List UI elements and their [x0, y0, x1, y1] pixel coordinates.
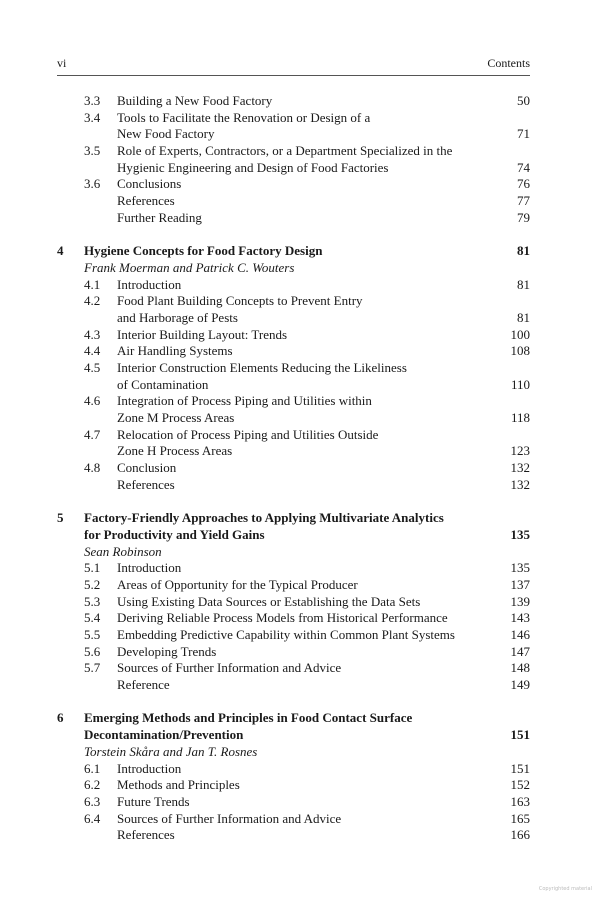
section-title: and Harborage of Pests — [117, 309, 238, 325]
section-title: Using Existing Data Sources or Establishing the Data Sets — [117, 593, 421, 609]
section-number: 3.3 — [84, 93, 101, 108]
toc-entry-line — [57, 293, 530, 310]
chapter-heading-line — [57, 510, 530, 527]
section-title: Reference — [117, 677, 170, 693]
section-title: Conclusion — [117, 460, 177, 476]
section-number: 3.4 — [84, 109, 101, 125]
section-number: 6.2 — [84, 777, 101, 793]
section-number: 4.6 — [84, 393, 101, 409]
toc-entry-line — [57, 110, 530, 127]
section-title: Introduction — [117, 276, 182, 292]
page-number: 146 — [510, 627, 530, 642]
toc-entry-line — [57, 560, 530, 577]
toc-entry-line — [57, 594, 530, 611]
page-number: 123 — [510, 443, 530, 459]
section-title: Conclusions — [117, 176, 182, 192]
page-number: 166 — [510, 827, 530, 843]
chapter-title: Factory-Friendly Approaches to Applying Multivariate Analytics — [84, 510, 444, 526]
page-number: 110 — [510, 376, 530, 392]
chapter-number: 6 — [57, 710, 64, 726]
section-number: 5.2 — [84, 576, 101, 592]
section-number: 5.4 — [84, 610, 101, 626]
chapter-title: for Productivity and Yield Gains — [84, 526, 265, 542]
chapter-title: Emerging Methods and Principles in Food Contact Surface — [84, 710, 413, 726]
section-title: Sources of Further Information and Advice — [117, 810, 342, 826]
section-title: References — [117, 193, 175, 209]
toc-entry-line — [57, 343, 530, 360]
section-number: 4.7 — [84, 426, 101, 442]
section-title: Building a New Food Factory — [117, 93, 273, 108]
section-number: 4.2 — [84, 293, 101, 309]
toc-entry-line — [57, 126, 530, 143]
page-number: 147 — [510, 643, 530, 659]
section-title: Integration of Process Piping and Utilities within — [117, 393, 372, 409]
page-number: 132 — [510, 460, 530, 476]
chapter-heading-line — [57, 727, 530, 744]
toc-entry-line — [57, 93, 530, 110]
section-title: Role of Experts, Contractors, or a Department Specialized in the — [117, 143, 453, 159]
section-title: Tools to Facilitate the Renovation or Design of a — [117, 109, 371, 125]
chapter-authors: Sean Robinson — [84, 543, 162, 559]
page-number: 149 — [510, 677, 530, 693]
chapter-heading-line — [57, 710, 530, 727]
toc-entry-line — [57, 660, 530, 677]
section-number: 4.8 — [84, 460, 101, 476]
chapter-authors-line — [57, 544, 530, 561]
page-number: 151 — [510, 760, 530, 776]
section-title: Air Handling Systems — [117, 343, 233, 359]
toc-entry-line — [57, 310, 530, 327]
toc-entry-line — [57, 811, 530, 828]
section-title: New Food Factory — [117, 126, 215, 142]
section-title: Deriving Reliable Process Models from Historical Performance — [117, 610, 448, 626]
chapter-number: 5 — [57, 510, 64, 526]
toc-entry-line — [57, 477, 530, 494]
chapter-authors: Frank Moerman and Patrick C. Wouters — [84, 259, 295, 275]
toc-entry-line — [57, 360, 530, 377]
section-number: 4.4 — [84, 343, 101, 359]
toc-entry-line — [57, 677, 530, 694]
chapter-heading-line — [57, 527, 530, 544]
page-number: 79 — [517, 209, 530, 225]
copyright-watermark: Copyrighted material — [538, 886, 592, 892]
toc-entry-line — [57, 393, 530, 410]
page-number: 77 — [517, 193, 530, 209]
toc-entry-line — [57, 827, 530, 844]
toc-entry-line — [57, 410, 530, 427]
toc-entry-line — [57, 577, 530, 594]
chapter-number: 4 — [57, 243, 64, 259]
chapter-authors-line — [57, 744, 530, 761]
chapter-authors-line — [57, 260, 530, 277]
section-title: Methods and Principles — [117, 777, 240, 793]
page-number: 74 — [517, 159, 530, 175]
section-title: of Contamination — [117, 376, 209, 392]
section-number: 5.6 — [84, 643, 101, 659]
section-title: Interior Construction Elements Reducing the Likeliness — [117, 360, 407, 375]
section-title: Zone M Process Areas — [117, 410, 235, 426]
page-number: 148 — [510, 660, 530, 676]
page-number: 100 — [510, 326, 530, 342]
toc-entry-line — [57, 143, 530, 160]
section-title: Areas of Opportunity for the Typical Producer — [117, 576, 358, 592]
chapter-authors: Torstein Skåra and Jan T. Rosnes — [84, 743, 258, 759]
chapter-title: Decontamination/Prevention — [84, 727, 244, 743]
section-title: Zone H Process Areas — [117, 443, 233, 459]
chapter-page: 81 — [517, 243, 530, 259]
section-number: 4.5 — [84, 360, 101, 375]
toc-entry-line — [57, 761, 530, 778]
page-number: 81 — [517, 309, 530, 325]
toc-entry-line — [57, 277, 530, 294]
page-number: 50 — [517, 93, 530, 108]
toc-entry-line — [57, 460, 530, 477]
chapter-title: Hygiene Concepts for Food Factory Design — [84, 243, 323, 259]
section-number: 6.1 — [84, 760, 101, 776]
toc-entry-line — [57, 160, 530, 177]
toc-entry-line — [57, 627, 530, 644]
page-number: 118 — [510, 410, 530, 426]
section-title: References — [117, 827, 175, 843]
section-number: 3.5 — [84, 143, 101, 159]
chapter-page: 151 — [510, 727, 530, 743]
toc-entry-line — [57, 427, 530, 444]
section-title: Embedding Predictive Capability within Common Plant Systems — [117, 627, 455, 642]
toc-entry-line — [57, 794, 530, 811]
toc-entry-line — [57, 644, 530, 661]
page-number: 135 — [510, 560, 530, 576]
running-header — [57, 56, 530, 72]
page-number: 108 — [510, 343, 530, 359]
toc-entry-line — [57, 377, 530, 394]
page-number: 76 — [517, 176, 530, 192]
page-number: vi — [57, 56, 67, 70]
section-title: References — [117, 476, 175, 492]
chapter-heading-line — [57, 243, 530, 260]
section-title: Developing Trends — [117, 643, 217, 659]
toc-entry-line — [57, 327, 530, 344]
page-number: 163 — [510, 793, 530, 809]
section-number: 5.7 — [84, 660, 101, 676]
section-title: Hygienic Engineering and Design of Food Factories — [117, 159, 389, 175]
page-number: 165 — [510, 810, 530, 826]
page-number: 132 — [510, 476, 530, 492]
section-title: Interior Building Layout: Trends — [117, 326, 288, 342]
chapter-spacer — [57, 227, 530, 244]
section-number: 4.3 — [84, 326, 101, 342]
toc-entry-line — [57, 610, 530, 627]
section-number: 5.1 — [84, 560, 101, 576]
section-number: 4.1 — [84, 276, 101, 292]
section-number: 6.4 — [84, 810, 101, 826]
page-number: 139 — [510, 593, 530, 609]
section-title: Relocation of Process Piping and Utilities Outside — [117, 426, 379, 442]
page-number: 152 — [510, 777, 530, 793]
section-number: 3.6 — [84, 176, 101, 192]
chapter-spacer — [57, 494, 530, 511]
header-rule — [57, 75, 530, 76]
section-title: Sources of Further Information and Advice — [117, 660, 342, 676]
toc-entry-line — [57, 777, 530, 794]
toc-entry-line — [57, 176, 530, 193]
section-title: Introduction — [117, 760, 182, 776]
page-number: 137 — [510, 576, 530, 592]
chapter-spacer — [57, 694, 530, 711]
section-title: Food Plant Building Concepts to Prevent Entry — [117, 293, 363, 309]
table-of-contents — [57, 93, 530, 844]
running-title: Contents — [487, 56, 530, 70]
toc-entry-line — [57, 193, 530, 210]
page-number: 71 — [517, 126, 530, 142]
section-title: Further Reading — [117, 209, 202, 225]
section-title: Introduction — [117, 560, 182, 576]
section-number: 5.3 — [84, 593, 101, 609]
toc-entry-line — [57, 210, 530, 227]
page-number: 81 — [517, 276, 530, 292]
section-title: Future Trends — [117, 793, 190, 809]
section-number: 6.3 — [84, 793, 101, 809]
chapter-page: 135 — [510, 526, 530, 542]
toc-entry-line — [57, 443, 530, 460]
page-number: 143 — [510, 610, 530, 626]
section-number: 5.5 — [84, 627, 101, 642]
